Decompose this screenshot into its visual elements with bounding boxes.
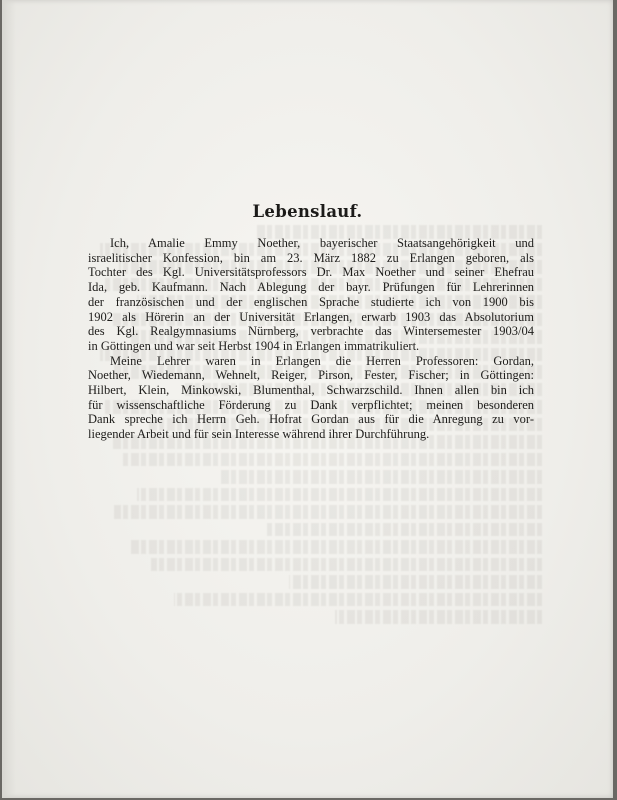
- paragraph-biography: [88, 236, 534, 354]
- text-line: Hilbert, Klein, Minkowski, Blumenthal, Schwarzschild. Ihnen allen bin ich: [88, 383, 534, 398]
- text-line: Meine Lehrer waren in Erlangen die Herren Professoren: Gordan,: [110, 353, 534, 368]
- text-line: des Kgl. Realgymnasiums Nürnberg, verbrachte das Wintersemester 1903/04: [88, 324, 534, 339]
- text-line: in Göttingen und war seit Herbst 1904 in Erlangen immatrikuliert.: [88, 338, 420, 353]
- text-line: Tochter des Kgl. Universitätsprofessors Dr. Max Noether und seiner Ehefrau: [88, 265, 534, 280]
- text-line: für wissenschaftliche Förderung zu Dank verpflichtet; meinen besonderen: [88, 397, 534, 412]
- text-line: liegender Arbeit und für sein Interesse während ihrer Durchführung.: [88, 427, 430, 442]
- text-line: Noether, Wiedemann, Wehnelt, Reiger, Pirson, Fester, Fischer; in Göttingen:: [88, 368, 534, 383]
- document-page: [2, 0, 613, 798]
- text-line: Dank spreche ich Herrn Geh. Hofrat Gordan aus für die Anregung zu vor-: [88, 412, 534, 427]
- text-line: 1902 als Hörerin an der Universität Erlangen, erwarb 1903 das Absolutorium: [88, 309, 534, 324]
- text-line: Ich, Amalie Emmy Noether, bayerischer Staatsangehörigkeit und: [110, 236, 534, 250]
- page-fold-shadow: [2, 0, 16, 798]
- paragraph-teachers: [88, 354, 534, 442]
- text-line: der französischen und der englischen Sprache studierte ich von 1900 bis: [88, 294, 534, 309]
- text-line: israelitischer Konfession, bin am 23. März 1882 zu Erlangen geboren, als: [88, 250, 534, 265]
- text-line: Ida, geb. Kaufmann. Nach Ablegung der bayr. Prüfungen für Lehrerinnen: [88, 280, 534, 295]
- page-title: Lebenslauf.: [252, 202, 363, 221]
- document-body: [88, 236, 534, 442]
